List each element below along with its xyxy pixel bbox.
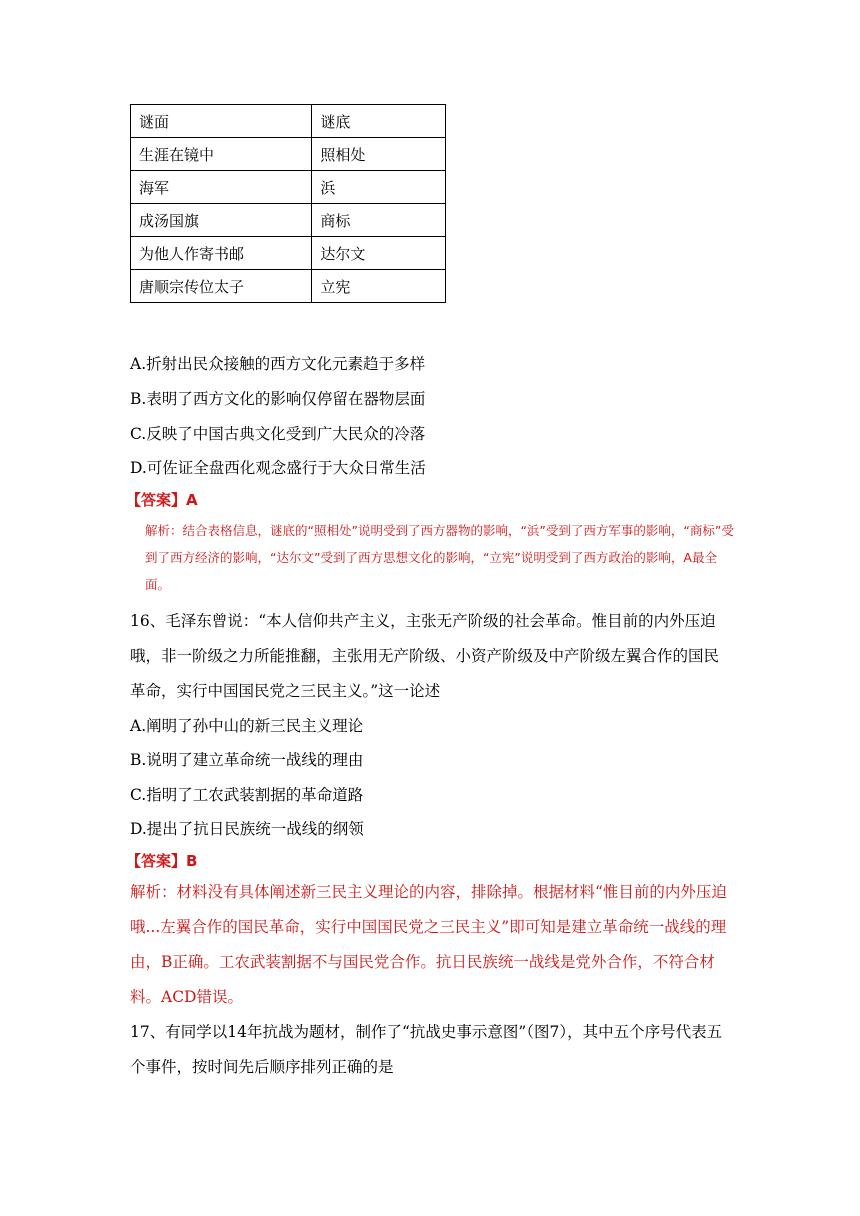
table-cell: 生涯在镜中 <box>131 138 312 171</box>
table-cell: 照相处 <box>312 138 446 171</box>
q16-stem: 16、毛泽东曾说：“本人信仰共产主义，主张无产阶级的社会革命。惟目前的内外压迫哦，非一阶级之力所能推翻，主张用无产阶级、小资产阶级及中产阶级左翼合作的国民革命，实行中国国民党之三民主义。”这一论述 <box>130 612 720 700</box>
table-header-cell: 谜底 <box>312 105 446 138</box>
table-row <box>131 270 446 303</box>
q17-stem: 17、有同学以14年抗战为题材，制作了“抗战史事示意图”（图7），其中五个序号代表五个事件，按时间先后顺序排列正确的是 <box>130 1023 723 1076</box>
table-cell: 商标 <box>312 204 446 237</box>
table-row <box>131 171 446 204</box>
table-header-cell: 谜面 <box>131 105 312 138</box>
q16-option-b: B.说明了建立革命统一战线的理由 <box>130 751 364 769</box>
table-header-row <box>131 105 446 138</box>
table-cell: 唐顺宗传位太子 <box>131 270 312 303</box>
q15-option-d: D.可佐证全盘西化观念盛行于大众日常生活 <box>130 459 426 477</box>
table-cell: 立宪 <box>312 270 446 303</box>
q15-option-a: A.折射出民众接触的西方文化元素趋于多样 <box>130 355 426 373</box>
q16-option-c: C.指明了工农武装割据的革命道路 <box>130 786 364 804</box>
riddle-table <box>130 104 446 303</box>
q16-answer: 【答案】B <box>126 852 198 870</box>
table-cell: 达尔文 <box>312 237 446 270</box>
q15-option-b: B.表明了西方文化的影响仅停留在器物层面 <box>130 390 426 408</box>
q15-analysis: 解析：结合表格信息，谜底的“照相处”说明受到了西方器物的影响，“浜”受到了西方军事的影响，“商标”受到了西方经济的影响，“达尔文”受到了西方思想文化的影响，“立宪”说明受到了西方政治的影响，A最全面。 <box>145 523 734 592</box>
table-cell: 成汤国旗 <box>131 204 312 237</box>
table-cell: 浜 <box>312 171 446 204</box>
table-cell: 海军 <box>131 171 312 204</box>
table-cell: 为他人作寄书邮 <box>131 237 312 270</box>
q16-option-d: D.提出了抗日民族统一战线的纲领 <box>130 820 364 838</box>
q16-analysis: 解析：材料没有具体阐述新三民主义理论的内容，排除掉。根据材料“惟目前的内外压迫哦...左翼合作的国民革命，实行中国国民党之三民主义”即可知是建立革命统一战线的理由，B正确。工农武装割据不与国民党合作。抗日民族统一战线是党外合作，不符合材料。ACD错误。 <box>130 883 727 1006</box>
q15-answer: 【答案】A <box>126 491 198 509</box>
q15-option-c: C.反映了中国古典文化受到广大民众的冷落 <box>130 425 426 443</box>
q16-option-a: A.阐明了孙中山的新三民主义理论 <box>130 717 364 735</box>
table-row <box>131 204 446 237</box>
table-row <box>131 138 446 171</box>
table-row <box>131 237 446 270</box>
